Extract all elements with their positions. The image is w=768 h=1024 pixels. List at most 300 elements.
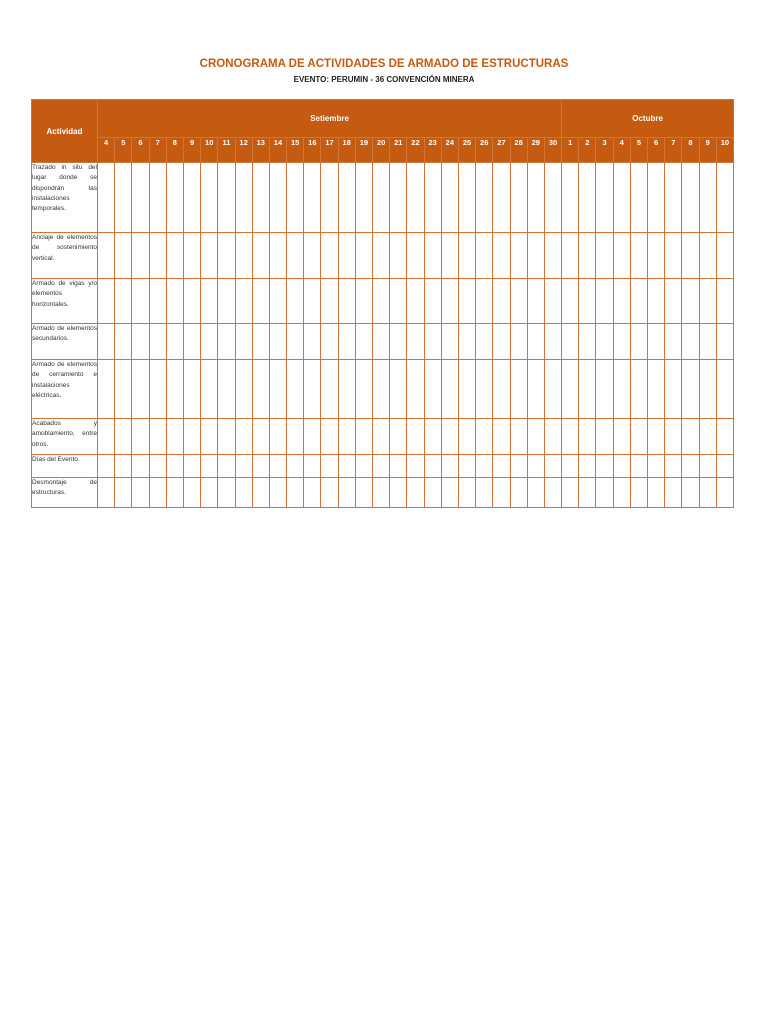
day-header: 13 (252, 138, 269, 163)
schedule-cell (648, 455, 665, 478)
schedule-cell (630, 163, 647, 233)
schedule-cell (476, 163, 493, 233)
schedule-cell (441, 419, 458, 455)
schedule-cell (458, 455, 475, 478)
day-header: 10 (201, 138, 218, 163)
schedule-cell (287, 233, 304, 279)
day-header: 4 (613, 138, 630, 163)
schedule-cell (390, 279, 407, 324)
schedule-cell (304, 233, 321, 279)
schedule-cell (373, 478, 390, 508)
schedule-cell (390, 324, 407, 360)
schedule-cell (648, 324, 665, 360)
schedule-cell (562, 163, 579, 233)
schedule-cell (183, 163, 200, 233)
schedule-cell (132, 324, 149, 360)
schedule-cell (613, 233, 630, 279)
schedule-cell (321, 360, 338, 419)
schedule-cell (132, 233, 149, 279)
schedule-cell (149, 478, 166, 508)
schedule-cell (699, 163, 716, 233)
schedule-cell (98, 233, 115, 279)
schedule-cell (476, 324, 493, 360)
schedule-cell (699, 360, 716, 419)
day-header: 30 (544, 138, 561, 163)
schedule-cell (424, 279, 441, 324)
schedule-cell (527, 455, 544, 478)
schedule-cell (458, 279, 475, 324)
schedule-cell (407, 233, 424, 279)
schedule-cell (476, 233, 493, 279)
schedule-cell (132, 163, 149, 233)
day-header: 17 (321, 138, 338, 163)
schedule-cell (338, 163, 355, 233)
schedule-cell (476, 279, 493, 324)
schedule-cell (373, 279, 390, 324)
day-header: 8 (682, 138, 699, 163)
schedule-cell (424, 419, 441, 455)
schedule-cell (183, 360, 200, 419)
schedule-cell (235, 478, 252, 508)
schedule-cell (338, 419, 355, 455)
schedule-cell (407, 478, 424, 508)
schedule-cell (269, 279, 286, 324)
schedule-cell (321, 233, 338, 279)
schedule-cell (613, 419, 630, 455)
schedule-cell (321, 163, 338, 233)
schedule-cell (115, 419, 132, 455)
schedule-cell (665, 419, 682, 455)
day-header: 4 (98, 138, 115, 163)
schedule-cell (235, 419, 252, 455)
schedule-cell (716, 279, 733, 324)
schedule-cell (630, 455, 647, 478)
schedule-cell (630, 233, 647, 279)
schedule-cell (596, 419, 613, 455)
schedule-cell (201, 163, 218, 233)
schedule-cell (132, 455, 149, 478)
schedule-cell (355, 419, 372, 455)
document-subtitle: EVENTO: PERUMIN - 36 CONVENCIÓN MINERA (293, 75, 475, 84)
schedule-cell (166, 279, 183, 324)
day-header: 18 (338, 138, 355, 163)
schedule-cell (716, 324, 733, 360)
day-header: 27 (493, 138, 510, 163)
day-header: 29 (527, 138, 544, 163)
schedule-cell (630, 360, 647, 419)
schedule-cell (544, 233, 561, 279)
schedule-cell (252, 279, 269, 324)
schedule-cell (699, 324, 716, 360)
schedule-cell (321, 324, 338, 360)
schedule-cell (166, 233, 183, 279)
schedule-cell (699, 478, 716, 508)
schedule-cell (338, 279, 355, 324)
schedule-cell (390, 478, 407, 508)
schedule-cell (115, 360, 132, 419)
schedule-cell (424, 163, 441, 233)
schedule-cell (630, 478, 647, 508)
schedule-cell (596, 279, 613, 324)
schedule-cell (201, 478, 218, 508)
table-row (32, 324, 734, 360)
schedule-cell (115, 279, 132, 324)
schedule-cell (201, 419, 218, 455)
schedule-cell (390, 233, 407, 279)
schedule-cell (613, 163, 630, 233)
schedule-cell (201, 324, 218, 360)
schedule-cell (682, 455, 699, 478)
schedule-cell (527, 419, 544, 455)
day-header-row (32, 138, 734, 163)
schedule-cell (665, 360, 682, 419)
table-row (32, 233, 734, 279)
schedule-cell (665, 163, 682, 233)
schedule-cell (665, 478, 682, 508)
schedule-cell (562, 455, 579, 478)
day-header: 6 (648, 138, 665, 163)
schedule-cell (527, 324, 544, 360)
schedule-cell (699, 419, 716, 455)
schedule-cell (338, 324, 355, 360)
schedule-cell (166, 455, 183, 478)
schedule-cell (510, 324, 527, 360)
schedule-cell (441, 163, 458, 233)
schedule-cell (562, 360, 579, 419)
schedule-cell (235, 360, 252, 419)
schedule-cell (355, 279, 372, 324)
schedule-cell (424, 455, 441, 478)
month-header: Setiembre (98, 100, 562, 138)
schedule-cell (269, 419, 286, 455)
schedule-cell (630, 279, 647, 324)
schedule-cell (287, 419, 304, 455)
schedule-cell (321, 279, 338, 324)
schedule-cell (579, 478, 596, 508)
schedule-cell (132, 279, 149, 324)
schedule-cell (407, 360, 424, 419)
schedule-cell (596, 455, 613, 478)
schedule-cell (407, 163, 424, 233)
schedule-cell (338, 360, 355, 419)
schedule-cell (493, 455, 510, 478)
schedule-cell (287, 360, 304, 419)
schedule-cell (338, 478, 355, 508)
schedule-cell (562, 233, 579, 279)
schedule-cell (510, 419, 527, 455)
schedule-cell (304, 360, 321, 419)
schedule-cell (716, 163, 733, 233)
day-header: 21 (390, 138, 407, 163)
schedule-cell (441, 324, 458, 360)
schedule-cell (544, 279, 561, 324)
schedule-cell (373, 360, 390, 419)
schedule-cell (98, 163, 115, 233)
schedule-cell (183, 455, 200, 478)
day-header: 14 (269, 138, 286, 163)
day-header: 15 (287, 138, 304, 163)
schedule-cell (98, 360, 115, 419)
schedule-cell (699, 279, 716, 324)
schedule-cell (390, 360, 407, 419)
schedule-cell (235, 324, 252, 360)
schedule-cell (115, 478, 132, 508)
schedule-cell (441, 279, 458, 324)
schedule-cell (183, 324, 200, 360)
schedule-cell (441, 233, 458, 279)
schedule-cell (149, 360, 166, 419)
schedule-cell (424, 360, 441, 419)
schedule-cell (510, 478, 527, 508)
schedule-cell (252, 419, 269, 455)
schedule-cell (648, 360, 665, 419)
schedule-cell (355, 233, 372, 279)
schedule-cell (355, 324, 372, 360)
schedule-cell (321, 419, 338, 455)
schedule-cell (613, 455, 630, 478)
day-header: 19 (355, 138, 372, 163)
schedule-cell (252, 324, 269, 360)
schedule-cell (493, 233, 510, 279)
schedule-cell (321, 455, 338, 478)
activity-label: Armado de elementos secundarios. (32, 324, 98, 360)
schedule-cell (235, 233, 252, 279)
schedule-cell (682, 233, 699, 279)
schedule-cell (373, 163, 390, 233)
schedule-cell (527, 233, 544, 279)
schedule-cell (476, 455, 493, 478)
schedule-cell (596, 324, 613, 360)
schedule-cell (287, 478, 304, 508)
schedule-cell (218, 163, 235, 233)
schedule-table (31, 99, 734, 508)
schedule-cell (562, 478, 579, 508)
schedule-cell (493, 279, 510, 324)
schedule-cell (183, 419, 200, 455)
schedule-cell (115, 233, 132, 279)
schedule-cell (476, 360, 493, 419)
schedule-cell (149, 279, 166, 324)
schedule-cell (373, 233, 390, 279)
schedule-cell (149, 324, 166, 360)
day-header: 5 (630, 138, 647, 163)
schedule-cell (132, 360, 149, 419)
schedule-cell (510, 360, 527, 419)
schedule-cell (493, 360, 510, 419)
table-row (32, 455, 734, 478)
schedule-cell (596, 478, 613, 508)
schedule-cell (149, 163, 166, 233)
day-header: 7 (665, 138, 682, 163)
document-title: CRONOGRAMA DE ACTIVIDADES DE ARMADO DE ESTRUCTURAS (199, 58, 569, 70)
schedule-cell (458, 324, 475, 360)
schedule-cell (665, 279, 682, 324)
schedule-cell (476, 419, 493, 455)
schedule-cell (98, 478, 115, 508)
schedule-cell (269, 478, 286, 508)
schedule-cell (458, 419, 475, 455)
schedule-cell (665, 324, 682, 360)
schedule-cell (269, 233, 286, 279)
activity-label: Desmontaje de estructuras. (32, 478, 98, 508)
day-header: 9 (699, 138, 716, 163)
schedule-cell (716, 233, 733, 279)
schedule-cell (218, 455, 235, 478)
activity-label: Anclaje de elementos de sostenimiento vertical. (32, 233, 98, 279)
schedule-cell (424, 478, 441, 508)
day-header: 26 (476, 138, 493, 163)
schedule-cell (407, 324, 424, 360)
schedule-cell (716, 455, 733, 478)
day-header: 3 (596, 138, 613, 163)
schedule-cell (235, 455, 252, 478)
schedule-cell (269, 163, 286, 233)
schedule-cell (407, 279, 424, 324)
schedule-cell (252, 360, 269, 419)
schedule-cell (355, 163, 372, 233)
month-header-row (32, 100, 734, 138)
schedule-cell (98, 324, 115, 360)
schedule-cell (613, 324, 630, 360)
activity-header: Actividad (32, 100, 98, 163)
schedule-cell (98, 455, 115, 478)
schedule-cell (493, 163, 510, 233)
schedule-cell (304, 163, 321, 233)
schedule-cell (355, 360, 372, 419)
schedule-cell (218, 324, 235, 360)
schedule-cell (544, 455, 561, 478)
schedule-cell (166, 324, 183, 360)
schedule-cell (390, 163, 407, 233)
schedule-cell (562, 279, 579, 324)
schedule-cell (579, 419, 596, 455)
schedule-cell (716, 360, 733, 419)
schedule-cell (544, 478, 561, 508)
schedule-cell (201, 233, 218, 279)
schedule-cell (648, 163, 665, 233)
schedule-cell (373, 324, 390, 360)
schedule-cell (682, 279, 699, 324)
schedule-cell (510, 279, 527, 324)
day-header: 23 (424, 138, 441, 163)
schedule-cell (304, 455, 321, 478)
schedule-cell (579, 233, 596, 279)
schedule-cell (527, 279, 544, 324)
schedule-cell (699, 233, 716, 279)
schedule-cell (682, 163, 699, 233)
schedule-cell (665, 455, 682, 478)
schedule-cell (183, 279, 200, 324)
schedule-cell (235, 279, 252, 324)
table-row (32, 478, 734, 508)
schedule-cell (613, 360, 630, 419)
schedule-cell (252, 163, 269, 233)
schedule-cell (613, 279, 630, 324)
schedule-cell (390, 419, 407, 455)
schedule-cell (390, 455, 407, 478)
schedule-cell (355, 455, 372, 478)
day-header: 22 (407, 138, 424, 163)
table-row (32, 279, 734, 324)
table-row (32, 419, 734, 455)
schedule-cell (183, 233, 200, 279)
schedule-cell (407, 455, 424, 478)
schedule-cell (166, 478, 183, 508)
schedule-cell (373, 419, 390, 455)
schedule-cell (166, 163, 183, 233)
month-header: Octubre (562, 100, 734, 138)
schedule-cell (716, 419, 733, 455)
schedule-cell (304, 279, 321, 324)
schedule-cell (527, 163, 544, 233)
schedule-cell (699, 455, 716, 478)
schedule-cell (149, 455, 166, 478)
schedule-cell (441, 478, 458, 508)
day-header: 24 (441, 138, 458, 163)
schedule-cell (476, 478, 493, 508)
schedule-cell (510, 233, 527, 279)
schedule-cell (407, 419, 424, 455)
schedule-cell (630, 419, 647, 455)
day-header: 2 (579, 138, 596, 163)
schedule-cell (304, 478, 321, 508)
schedule-cell (493, 324, 510, 360)
schedule-cell (304, 324, 321, 360)
schedule-cell (493, 419, 510, 455)
activity-label: Acabados y amoblamiento, entre otros. (32, 419, 98, 455)
schedule-cell (166, 419, 183, 455)
schedule-cell (544, 360, 561, 419)
day-header: 7 (149, 138, 166, 163)
schedule-cell (458, 360, 475, 419)
schedule-cell (201, 360, 218, 419)
schedule-cell (218, 360, 235, 419)
schedule-cell (596, 233, 613, 279)
schedule-cell (493, 478, 510, 508)
schedule-cell (510, 163, 527, 233)
schedule-cell (458, 478, 475, 508)
day-header: 6 (132, 138, 149, 163)
schedule-cell (269, 324, 286, 360)
schedule-cell (579, 324, 596, 360)
schedule-cell (579, 279, 596, 324)
schedule-cell (218, 279, 235, 324)
day-header: 25 (458, 138, 475, 163)
schedule-cell (321, 478, 338, 508)
schedule-cell (252, 233, 269, 279)
activity-label: Armado de vigas y/o elementos horizontales. (32, 279, 98, 324)
schedule-cell (235, 163, 252, 233)
day-header: 1 (562, 138, 579, 163)
schedule-cell (252, 478, 269, 508)
schedule-cell (682, 478, 699, 508)
schedule-cell (596, 360, 613, 419)
schedule-cell (201, 455, 218, 478)
schedule-cell (287, 455, 304, 478)
schedule-cell (287, 163, 304, 233)
schedule-cell (441, 360, 458, 419)
table-row (32, 163, 734, 233)
schedule-cell (149, 233, 166, 279)
table-row (32, 360, 734, 419)
schedule-cell (544, 419, 561, 455)
schedule-cell (562, 324, 579, 360)
schedule-cell (149, 419, 166, 455)
day-header: 10 (716, 138, 733, 163)
schedule-cell (682, 360, 699, 419)
schedule-cell (115, 324, 132, 360)
schedule-cell (562, 419, 579, 455)
